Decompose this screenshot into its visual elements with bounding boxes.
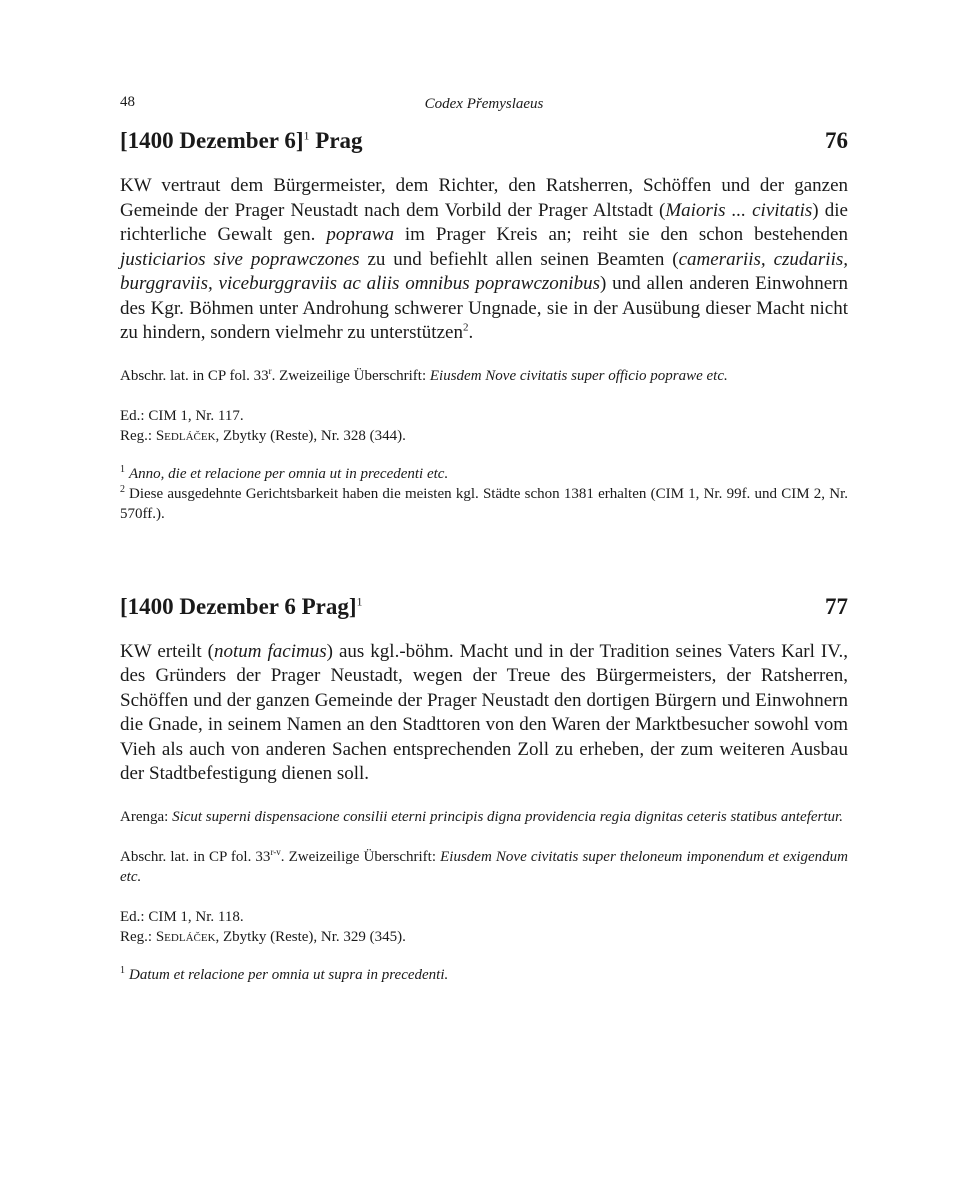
copy-source: Abschr. lat. in CP fol. 33 — [120, 367, 269, 384]
regest-part: . — [468, 322, 474, 343]
regest-text — [120, 640, 848, 787]
copy-source: Abschr. lat. in CP fol. 33 — [120, 848, 271, 865]
folio-side: r — [268, 365, 272, 376]
copy-heading-text: Eiusdem Nove civitatis super theloneum imponendum et exigendum etc. — [120, 848, 849, 885]
entry-number: 76 — [825, 128, 848, 153]
footnote-text: Anno, die et relacione per omnia ut in precedenti etc. — [129, 465, 449, 482]
footnotes — [120, 965, 848, 985]
copy-note — [120, 847, 848, 887]
regest-part: im Prager Kreis an; reiht sie den schon bestehenden — [393, 224, 848, 245]
regest-italic: poprawa — [326, 224, 394, 245]
footnote — [120, 965, 848, 985]
footnote-ref: 1 — [356, 593, 363, 608]
reg-author: Sedláček — [155, 928, 216, 945]
footnote-text: Diese ausgedehnte Gerichtsbarkeit haben die meisten kgl. Städte schon 1381 erhalten (CIM 1, Nr. 99f. und CIM 2, Nr. 570ff.). — [120, 485, 848, 522]
regest-text — [120, 174, 848, 346]
footnote-mark: 1 — [120, 463, 125, 475]
edition-note: Ed.: CIM 1, Nr. 117. — [120, 407, 244, 424]
arenga-text: Sicut superni dispensacione consilii eterni principis digna providencia regia dignitas ceteris statibus antefertur. — [172, 808, 843, 825]
reg-author: Sedláček — [155, 427, 216, 444]
footnotes — [120, 464, 848, 524]
reg-label: Reg.: — [120, 928, 156, 945]
regest-italic: Maioris ... civitatis — [665, 199, 813, 221]
copy-label: . Zweizeilige Überschrift: — [271, 367, 430, 384]
entry-date-place — [120, 594, 363, 620]
copy-note — [120, 366, 848, 386]
footnote — [120, 464, 848, 484]
reg-detail: , Zbytky (Reste), Nr. 328 (344). — [215, 427, 406, 444]
entry-place: Prag — [309, 128, 363, 153]
footnote-mark: 2 — [120, 483, 125, 495]
regest-part: ) die richterliche Gewalt gen. — [120, 199, 848, 245]
footnote-ref: 2 — [462, 321, 469, 334]
footnote-text: Datum et relacione per omnia ut supra in precedenti. — [129, 966, 449, 983]
footnote — [120, 484, 848, 524]
running-head — [120, 92, 848, 118]
entry-date: [1400 Dezember 6] — [120, 128, 304, 153]
reg-detail: , Zbytky (Reste), Nr. 329 (345). — [215, 928, 406, 945]
entry-heading — [120, 128, 848, 154]
entry-date: [1400 Dezember 6 Prag] — [120, 593, 357, 619]
copy-label: . Zweizeilige Überschrift: — [280, 848, 441, 865]
document-page — [120, 92, 848, 985]
regest-part: ) aus kgl.-böhm. Macht und in der Tradition seines Vaters Karl IV., des Gründers der Prager Neustadt, wegen der Treue des Bürgermeisters, der Ratsherren, Schöffen und der ganzen Gemeinde der Prager Neustadt den dortigen Bürgern und Einwohnern die Gnade, in seinem Namen an den Stadttoren von den Waren der Marktbesucher sowohl vom Vieh als auch von anderen Sachen entsprechenden Zoll zu erheben, der zum weiteren Ausbau der Stadtbefestigung dienen soll. — [120, 640, 848, 784]
copy-heading-text: Eiusdem Nove civitatis super officio poprawe etc. — [429, 367, 728, 384]
entry-heading — [120, 594, 848, 620]
edition-note: Ed.: CIM 1, Nr. 118. — [120, 908, 244, 925]
footnote-ref: 1 — [303, 128, 310, 143]
arenga-label: Arenga: — [120, 808, 173, 825]
entry-76 — [120, 128, 848, 524]
regest-reference — [120, 426, 848, 446]
page-number: 48 — [120, 94, 135, 110]
regest-italic: camerariis, czudariis, burggraviis, viceburggraviis ac aliis omnibus poprawczonibus — [120, 248, 848, 294]
entry-date-place — [120, 128, 363, 154]
reg-label: Reg.: — [120, 427, 156, 444]
regest-italic: notum facimus — [213, 640, 327, 662]
arenga — [120, 807, 848, 827]
regest-part: KW vertraut dem Bürgermeister, dem Richter, den Ratsherren, Schöffen und der ganzen Gemeinde der Prager Neustadt nach dem Vorbild der Prager Altstadt ( — [120, 175, 848, 221]
entry-77 — [120, 594, 848, 985]
footnote-mark: 1 — [120, 964, 125, 976]
running-title: Codex Přemyslaeus — [424, 96, 544, 112]
regest-part: ) und allen anderen Einwohnern des Kgr. Böhmen unter Androhung schwerer Ungnade, sie in der Ausübung dieser Macht nicht zu hindern, sondern vielmehr zu unterstützen — [120, 273, 848, 343]
folio-side: r-v — [270, 846, 281, 857]
regest-reference — [120, 927, 848, 947]
entry-number: 77 — [825, 593, 848, 619]
regest-part: KW erteilt ( — [120, 640, 214, 662]
regest-italic: justiciarios sive poprawczones — [120, 248, 360, 270]
regest-part: zu und befiehlt allen seinen Beamten ( — [359, 248, 679, 270]
